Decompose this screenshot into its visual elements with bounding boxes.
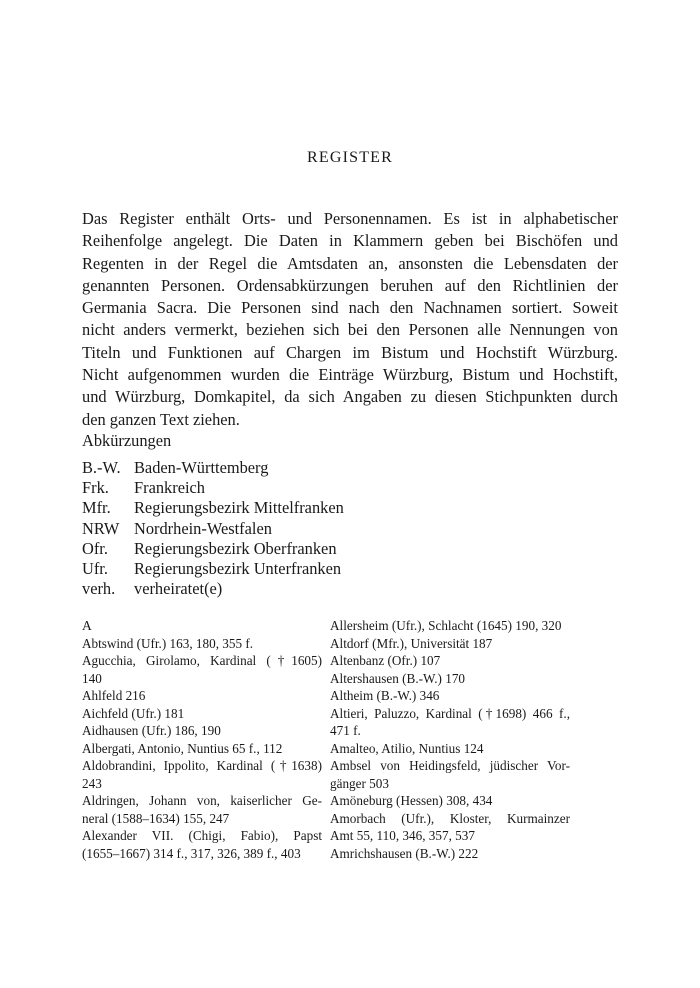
abbreviations-heading: Abkürzungen [82,431,172,450]
register-entry [330,670,570,688]
entry-line: Amt 55, 110, 346, 357, 537 [330,828,475,843]
entry-line: neral (1588–1634) 155, 247 [82,810,230,826]
intro-line: Nicht aufgenommen wurden die Einträge Würzburg, Bistum und Hochstift, [82,365,618,385]
entry-line: 471 f. [330,723,361,738]
abbreviation-row [82,539,482,559]
entry-line: Allersheim (Ufr.), Schlacht (1645) 190, 320 [330,618,562,633]
entry-line: Albergati, Antonio, Nuntius 65 f., 112 [82,740,283,756]
register-entry [330,652,570,670]
abbreviation-key: Ufr. [82,559,108,579]
entry-line: Alexander VII. (Chigi, Fabio), Papst [82,828,322,843]
register-entry [330,705,570,740]
intro-line: den ganzen Text ziehen. [82,409,240,429]
intro-line: genannten Personen. Ordensabkürzungen beruhen auf den Richtlinien der [82,275,618,295]
abbreviation-key: NRW [82,518,120,538]
abbreviation-row [82,478,482,498]
entry-line: Amalteo, Atilio, Nuntius 124 [330,740,484,756]
intro-line: Reihenfolge angelegt. Die Daten in Klammern geben bei Bischöfen und [82,231,618,251]
intro-line: Titeln und Funktionen auf Chargen im Bistum und Hochstift Würzburg. [82,342,618,362]
abbreviation-value: Regierungsbezirk Oberfranken [134,538,337,558]
entry-line: 140 [82,670,102,686]
abbreviation-value: Baden-Württemberg [134,458,269,477]
intro-line: Germania Sacra. Die Personen sind nach den Nachnamen sortiert. Soweit [82,298,618,318]
abbreviation-row [82,519,482,539]
register-entry [82,827,322,862]
register-entry [82,705,322,723]
register-column-right [330,617,570,862]
entry-line: Altdorf (Mfr.), Universität 187 [330,635,493,651]
entry-line: Agucchia, Girolamo, Kardinal (†1605) [82,653,322,668]
abbreviation-row [82,559,482,579]
entry-line: Altenbanz (Ofr.) 107 [330,653,441,668]
abbreviations-list [82,458,482,599]
register-entry [82,757,322,792]
section-letter: A [82,618,92,633]
register-entry [330,757,570,792]
abbreviation-row [82,579,482,599]
entry-line: Ambsel von Heidingsfeld, jüdischer Vor- [330,758,570,773]
entry-line: Aldringen, Johann von, kaiserlicher Ge- [82,793,322,808]
abbreviation-value: Nordrhein-Westfalen [134,518,272,538]
entry-line: Altieri, Paluzzo, Kardinal (†1698) 466 f., [330,705,570,721]
abbreviation-value: verheiratet(e) [134,579,223,599]
intro-line: Das Register enthält Orts- und Personennamen. Es ist in alphabetischer [82,209,618,228]
abbreviation-row [82,458,482,478]
entry-line: Aichfeld (Ufr.) 181 [82,705,185,721]
entry-line: Altershausen (B.-W.) 170 [330,670,466,686]
entry-line: Abtswind (Ufr.) 163, 180, 355 f. [82,635,254,651]
register-entry [330,617,570,635]
entry-line: 243 [82,775,102,791]
intro-paragraph [82,208,618,431]
abbreviation-value: Frankreich [134,478,205,498]
entry-line: (1655–1667) 314 f., 317, 326, 389 f., 403 [82,845,301,861]
register-entry [82,740,322,758]
register-entry [330,740,570,758]
abbreviation-key: Frk. [82,478,109,498]
entry-line: Amrichshausen (B.-W.) 222 [330,845,479,861]
abbreviation-key: Ofr. [82,538,108,558]
entry-line: gänger 503 [330,775,389,791]
entry-line: Ahlfeld 216 [82,688,146,703]
register-entry [82,652,322,687]
entry-line: Amorbach (Ufr.), Kloster, Kurmainzer [330,810,570,826]
abbreviation-row [82,498,482,518]
entry-line: Altheim (B.-W.) 346 [330,688,440,703]
register-column-left [82,617,322,862]
abbreviation-key: Mfr. [82,498,111,518]
abbreviation-key: B.-W. [82,458,121,477]
register-entry [330,845,570,863]
abbreviation-key: verh. [82,579,116,599]
register-entry [82,792,322,827]
entry-line: Aidhausen (Ufr.) 186, 190 [82,723,221,738]
register-entry [330,792,570,810]
abbreviation-value: Regierungsbezirk Mittelfranken [134,498,344,518]
register-entry [82,722,322,740]
register-entry [82,687,322,705]
abbreviation-value: Regierungsbezirk Unterfranken [134,559,342,579]
intro-line: Regenten in der Regel die Amtsdaten an, ansonsten die Lebensdaten der [82,253,618,273]
entry-line: Aldobrandini, Ippolito, Kardinal (†1638) [82,758,322,773]
intro-line: nicht anders vermerkt, beziehen sich bei den Personen alle Nennungen von [82,320,618,340]
register-entry [82,635,322,653]
intro-line: und Würzburg, Domkapitel, da sich Angaben zu diesen Stichpunkten durch [82,387,618,407]
page-title: REGISTER [306,149,394,166]
register-entry [330,810,570,845]
register-entry [330,687,570,705]
entry-line: Amöneburg (Hessen) 308, 434 [330,793,493,808]
register-entry [330,635,570,653]
